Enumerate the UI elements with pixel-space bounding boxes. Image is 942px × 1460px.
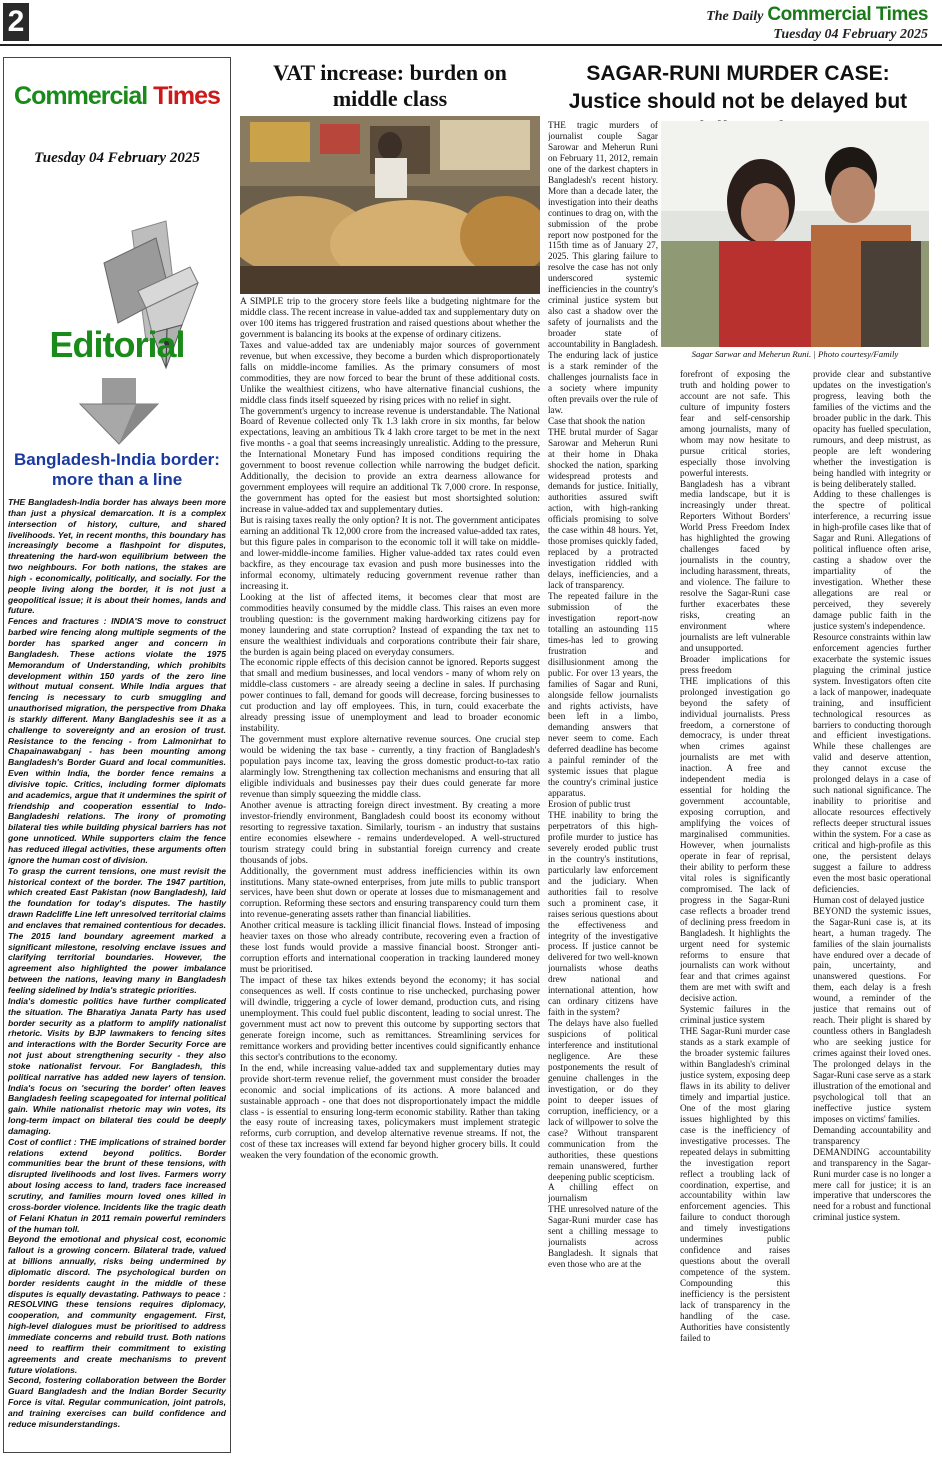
grocery-store-photo: [240, 116, 540, 294]
sr-subhead: A chilling effect on journalism: [548, 1182, 658, 1204]
editorial-paragraph: Fences and fractures : INDIA'S move to construct barbed wire fencing along multiple segments of the border has sparked anger and concern in Bangladesh. These actions violate the 1975 Memorandum of Understanding, which prohibits development within 150 yards of the zero line without mutual consent. While India argues that fencing is necessary to curb smuggling and unauthorised migration, the perspective from Dhaka is starkly different. Many Bangladeshis see it as a challenge to sovereignty and an erosion of trust. Resistance to the fencing - from Lalmonirhat to Chapainawabganj - has been mounting among Bangladesh's Border Guard and local communities. Even within India, the border fence remains a divisive topic. Critics, including former diplomats and academics, argue that it undermines the spirit of friendship and cooperation essential to Indo-Bangladeshi relations. The irony of promoting bilateral ties while building physical barriers has not gone unnoticed. While supporters claim the fence has reduced illegal activities, these arguments often ignore the human cost of division.: [8, 616, 226, 865]
masthead-the-daily: The Daily: [706, 9, 764, 24]
vat-paragraph: In the end, while increasing value-added tax and supplementary duties may provide short-term revenue relief, the government must consider the broader economic and social implications of its actions. A more balanced and sustainable approach - one that does not disproportionately impact the middle class - is essential to ensuring long-term economic stability. Rather than taking the easy route of increasing taxes, policymakers must implement strategic reforms, curb corruption, and develop alternative revenue streams. If not, the cost of these tax increases will extend far beyond higher grocery bills. It could weaken the very foundation of the economic growth.: [240, 1063, 540, 1162]
vat-article-headline: VAT increase: burden on middle class: [273, 60, 507, 111]
page-number: 2: [3, 3, 29, 41]
sr-paragraph: DEMANDING accountability and transparency in the Sagar-Runi murder case is no longer a mere call for justice; it is an imperative that underscores the need for a robust and functional criminal justice system.: [813, 1146, 931, 1223]
sr-subhead: Systemic failures in the criminal justice system: [680, 1004, 790, 1026]
header-date: Tuesday 04 February 2025: [773, 27, 928, 42]
editorial-body: [8, 497, 226, 1430]
vat-paragraph: Taxes and value-added tax are undeniably major sources of government revenue, but when excessive, they become a burden which disproportionately falls on middle-income families. As the primary consumers of most commodities, they are now forced to bear the brunt of these additional costs. Unlike the wealthiest citizens, who have alternative financial cushions, the middle class finds itself squeezed by rising prices with no relief in sight.: [240, 340, 540, 406]
vat-article-body: [240, 297, 540, 1162]
sagar-runi-photo-caption: Sagar Sarwar and Meherun Runi. | Photo courtesy/Family: [691, 349, 899, 359]
sr-subhead: Case that shook the nation: [548, 415, 645, 426]
sr-paragraph: provide clear and substantive updates on the investigation's progress, leaving both the families of the victims and the broader public in the dark. This opacity has fuelled speculation, rumours, and deep mistrust, as people are left wondering whether the investigation is being handled with integrity or is being deliberately stalled.: [813, 369, 931, 489]
masthead: [706, 4, 928, 43]
sr-subhead: Human cost of delayed justice: [813, 894, 925, 905]
vat-paragraph: The government must explore alternative revenue sources. One crucial step would be widening the tax base - currently, a tiny fraction of Bangladesh's population pays income tax, leaving the gross domestic product-to-tax ratio alarmingly low. Strengthening tax collection mechanisms and ensuring that all eligible individuals and businesses pay their dues could generate far more revenue than simply squeezing the middle class.: [240, 735, 540, 800]
vat-paragraph: A SIMPLE trip to the grocery store feels like a budgeting nightmare for the middle class. The recent increase in value-added tax and supplementary duty on over 100 items has triggered frustration and raised questions about whether the government is balancing its books at the expense of ordinary citizens.: [240, 297, 540, 340]
sagar-runi-headline: SAGAR-RUNI MURDER CASE: Justice should not be delayed but: [568, 62, 908, 113]
sr-paragraph: THE unresolved nature of the Sagar-Runi murder case has sent a chilling message to journalists across Bangladesh. It signals that even those who are at the: [548, 1204, 658, 1270]
header-rule: [0, 44, 942, 46]
sr-paragraph: Resource constraints within law enforcement agencies further exacerbate the systemic issues plaguing the criminal justice system. Investigators often cite a lack of manpower, inadequate training, and insufficient technological resources as barriers to conducting thorough and efficient investigations. While these challenges are valid and deserve attention, they cannot excuse the prolonged delays in a case of such national significance. The inability to prioritise and allocate resources effectively reflects deeper structural issues within the system. For a case as critical and high-profile as this one, the persistent delays suggest a failure to address even the most basic operational deficiencies.: [813, 631, 931, 894]
sidebar-date: Tuesday 04 February 2025: [34, 150, 200, 166]
vat-paragraph: The economic ripple effects of this decision cannot be ignored. Reports suggest that small and medium businesses, and local vendors - many of whom rely on middle-class customers - are already seeing a decline in sales. If purchasing power continues to fall, demand for goods will decrease, forcing businesses to cut production and lay off employees. This, in turn, could exacerbate the already pressing issue of unemployment and lead to broader economic instability.: [240, 658, 540, 735]
sr-subhead: Broader implications for press freedom: [680, 653, 790, 675]
vat-paragraph: Looking at the list of affected items, it becomes clear that most are commodities heavily consumed by the middle class. This raises an even more troubling question: is the government making hardworking citizens pay for money laundering and state corruption? Instead of expanding the tax net to ensure the wealthiest individuals and corporations contribute their fair share, the burden is again being placed on everyday consumers.: [240, 592, 540, 658]
editorial-headline: Bangladesh-India border: more than a line: [14, 450, 220, 489]
sr-paragraph: Bangladesh has a vibrant media landscape, but it is increasingly under threat. Reporters Without Borders' World Press Freedom Index has highlighted the growing challenges faced by journalists in the country, including harassment, threats, and violence. The failure to resolve the Sagar-Runi case further exacerbates these risks, creating an environment where journalists are left vulnerable and unsupported.: [680, 478, 790, 653]
sagar-runi-column-1: [548, 120, 658, 1453]
sr-subhead: Demanding accountability and transparency: [813, 1124, 931, 1146]
sr-paragraph: Adding to these challenges is the spectre of political interference, a recurring issue in high-profile cases like that of Sagar and Runi. Allegations of political influence often arise, casting a shadow over the impartiality of the investigation. Whether these allegations are real or perceived, they severely damage public faith in the justice system's independence.: [813, 489, 931, 631]
editorial-section-title: Editorial: [49, 324, 185, 365]
sr-paragraph: THE implications of this prolonged investigation go beyond the safety of individual journalists. Press freedom, a cornerstone of democracy, is under threat when crimes against journalists are met with inaction. A free and independent media is essential for holding the government accountable, exposing corruption, and amplifying the voices of marginalised communities. However, when journalists operate in fear of reprisal, their ability to perform these vital roles is significantly compromised. The lack of progress in the Sagar-Runi case reflects a broader trend of declining press freedom in Bangladesh. It highlights the urgent need for systemic reforms to ensure that journalists can work without fear and that crimes against them are met with swift and decisive action.: [680, 675, 790, 1004]
vat-paragraph: But is raising taxes really the only option? It is not. The government anticipates earning an additional Tk 12,000 crore from the increased value-added tax rates, but this figure pales in comparison to the economic toll it will take on middle- and lower-middle-income families. Higher value-added tax rates could even backfire, as they encourage tax evasion and push more businesses into the informal economy, ultimately reducing government revenue rather than increasing it.: [240, 516, 540, 592]
sr-subhead: Erosion of public trust: [548, 799, 631, 810]
vat-paragraph: The impact of these tax hikes extends beyond the economy; it has social consequences as well. If costs continue to rise unchecked, purchasing power will dwindle, triggering a cycle of lower demand, production cuts, and rising unemployment. This could fuel public discontent, leading to social unrest. The government must act now to prevent this outcome by supporting sectors that generate foreign income, such as remittances. Streamlining services for remittance workers and providing better incentives could significantly enhance this sector's contributions to the economy.: [240, 976, 540, 1063]
editorial-paragraph: India's domestic politics have further complicated the situation. The Bharatiya Janata Party has used border security as a platform to amplify nationalist rhetoric. Visits by BJP lawmakers to fencing sites and interactions with the Border Security Force are not just about strengthening security - they also stoke nationalist fervour. For Bangladesh, this political narrative has added new layers of tension. India's focus on 'securing the border' often leaves Bangladesh feeling scapegoated for internal political gain. While nationalist rhetoric may win votes, its long-term impact on bilateral ties could be deeply damaging.: [8, 995, 226, 1136]
vat-paragraph: Another critical measure is tackling illicit financial flows. Instead of imposing heavier taxes on those who already contribute, recovering even a fraction of these lost funds would provide a massive financial boost. Stronger anti-corruption efforts and international cooperation in tracking laundered money must be prioritised.: [240, 921, 540, 976]
vat-paragraph: Additionally, the government must address inefficiencies within its own institutions. Many state-owned enterprises, from jute mills to public transport services, have been shut down or operate at losses due to mismanagement and corruption. Reforming these sectors and ensuring transparency could turn them into revenue-generating assets rather than financial liabilities.: [240, 866, 540, 921]
sidebar-logo: [4, 82, 230, 111]
sagar-runi-photo: [661, 121, 929, 347]
sr-paragraph: The delays have also fuelled suspicions of political interference and institutional negligence. Are these postponements the result of genuine challenges in the investigation, or do they point to deeper issues of corruption, inefficiency, or a lack of willpower to solve the case? Without transparent communication from the authorities, these questions remain unanswered, further deepening public scepticism.: [548, 1018, 658, 1182]
sidebar-logo-times: Times: [153, 82, 220, 110]
sr-paragraph: THE inability to bring the perpetrators of this high-profile murder to justice has severely eroded public trust in the country's institutions, particularly law enforcement and the judiciary. When authorities fail to resolve such a prominent case, it raises serious questions about the effectiveness and integrity of the investigative process. If justice cannot be delivered for two well-known journalists whose deaths drew national and international attention, how can ordinary citizens have faith in the system?: [548, 810, 658, 1018]
sr-paragraph: forefront of exposing the truth and holding power to account are not safe. This culture of impunity fosters fear and self-censorship among journalists, many of whom may now hesitate to pursue critical stories, especially those involving powerful interests.: [680, 369, 790, 478]
vat-paragraph: The government's urgency to increase revenue is understandable. The National Board of Revenue collected only Tk 1.3 lakh crore in six months, far below expectations, leaving an ambitious Tk 4 lakh crore target to be met in the next five months - a goal that seems increasingly unrealistic. Adding to the pressure, the International Monetary Fund has imposed conditions requiring the government to boost revenue collection while narrowing the budget deficit. Additionally, the decision to provide an extra dearness allowance for government employees will require an additional Tk 7,000 crore. In response, the government has opted for the easiest but most shortsighted solution: increase in value-added tax and supplementary duties.: [240, 406, 540, 516]
sr-paragraph: The repeated failure in the submission of the investigation report-now totalling an astounding 115 times-has led to growing frustration and disillusionment among the public. For over 13 years, the families of Sagar and Runi, alongside fellow journalists and rights activists, have been left in a limbo, demanding answers that never seem to come. Each deferred deadline has become a painful reminder of the systemic issues that plague the country's criminal justice apparatus.: [548, 590, 658, 799]
sagar-runi-column-2: [680, 369, 790, 1453]
editorial-paragraph: THE Bangladesh-India border has always been more than just a physical demarcation. It is a complex intersection of history, culture, and shared livelihoods. Yet, in recent months, this boundary has increasingly become a flashpoint for disputes, threatening the hard-won equilibrium between the two neighbours. For both nations, the stakes are high - economically, politically, and socially. For the people living along the border, it is not just a geopolitical issue; it is about their homes, lands and future.: [8, 497, 226, 616]
editorial-paragraph: To grasp the current tensions, one must revisit the historical context of the border. The 1947 partition, which created East Pakistan (now Bangladesh), laid the foundation for today's disputes. The hastily drawn Radcliffe Line left unresolved territorial claims and enclaves that remained contentious for decades. The 2015 land boundary agreement marked a significant milestone, resolving enclave issues and clarifying territorial boundaries. However, the agreement also highlighted the power imbalance between the nations, leaving many in Bangladesh feeling sidelined by India's strategic priorities.: [8, 865, 226, 995]
sagar-runi-column-3: [813, 369, 931, 1453]
down-arrow-icon: [74, 378, 164, 446]
editorial-paragraph: Beyond the emotional and physical cost, economic fallout is a growing concern. Bilateral trade, valued at billions annually, risks being undermined by diplomatic discord. The psychological burden on border residents caught in the middle of these disputes is equally devastating. Pathways to peace : RESOLVING these tensions requires diplomacy, cooperation, and community engagement. First, high-level dialogues must be prioritised to address immediate concerns and rebuild trust. Both nations need to reaffirm their commitment to existing agreements and create mechanisms to prevent future violations.: [8, 1234, 226, 1375]
sr-paragraph: BEYOND the systemic issues, the Sagar-Runi case is, at its heart, a human tragedy. The families of the slain journalists have endured over a decade of pain, uncertainty, and unanswered questions. For them, each delay is a fresh wound, a reminder of the justice that remains out of reach. Their plight is shared by countless others in Bangladesh who are seeking justice for crimes against their loved ones. The prolonged delays in the Sagar-Runi case serve as a stark illustration of the emotional and psychological toll that an ineffective justice system imposes on victims' families.: [813, 905, 931, 1124]
sr-paragraph: THE tragic murders of journalist couple Sagar Sarowar and Meherun Runi on February 11, 2012, remain one of the darkest chapters in Bangladesh's recent history. More than a decade later, the investigation into their deaths continues to drag on, with the submission of the probe report now postponed for the 115th time as of January 27, 2025. This glaring failure to resolve the case has not only underscored systemic inefficiencies in the country's criminal justice system but also cast a shadow over the safety of journalists and the broader state of accountability in Bangladesh. The enduring lack of justice is a stark reminder of the challenges journalists face in a society where impunity often prevails over the rule of law.: [548, 120, 658, 415]
sr-paragraph: THE brutal murder of Sagar Sarowar and Meherun Runi at their home in Dhaka shocked the nation, sparking widespread protests and demands for justice. Initially, authorities assured swift action, with high-ranking officials promising to solve the case within 48 hours. Yet, those promises quickly faded, replaced by a protracted investigation riddled with delays, inefficiencies, and a lack of transparency.: [548, 426, 658, 591]
editorial-paragraph: Second, fostering collaboration between the Border Guard Bangladesh and the Indian Border Security Force is vital. Regular communication, joint patrols, and training exercises can build confidence and reduce misunderstandings.: [8, 1375, 226, 1429]
editorial-sidebar: [3, 57, 231, 1453]
vat-paragraph: Another avenue is attracting foreign direct investment. By creating a more investor-friendly environment, Bangladesh could boost its economy without resorting to regressive taxation. Similarly, tourism - an industry that sustains entire economies elsewhere - remains underdeveloped. A well-structured tourism strategy could bring in substantial foreign currency and create thousands of jobs.: [240, 800, 540, 866]
editorial-paragraph: Cost of conflict : THE implications of strained border relations extend beyond politics. Border communities bear the brunt of these tensions, with disrupted livelihoods and lost lives. Farmers worry about losing access to land, traders face increased scrutiny, and families mourn loved ones killed in cross-border violence. Incidents like the tragic death of Felani Khatun in 2011 remain powerful reminders of the human toll.: [8, 1136, 226, 1234]
sidebar-logo-commercial: Commercial: [14, 82, 148, 110]
sr-paragraph: THE Sagar-Runi murder case stands as a stark example of the broader systemic failures within Bangladesh's criminal justice system, exposing deep flaws in its ability to deliver timely and impartial justice. One of the most glaring issues highlighted by this case is the inefficiency of investigative processes. The repeated delays in submitting the investigation report reflect a troubling lack of coordination, expertise, and accountability within law enforcement agencies. This failure to conduct thorough and timely investigations undermines public confidence and raises questions about the overall competence of the system. Compounding this inefficiency is the persistent lack of transparency in the handling of the case. Authorities have consistently failed to: [680, 1026, 790, 1343]
masthead-brand: Commercial Times: [767, 4, 928, 25]
